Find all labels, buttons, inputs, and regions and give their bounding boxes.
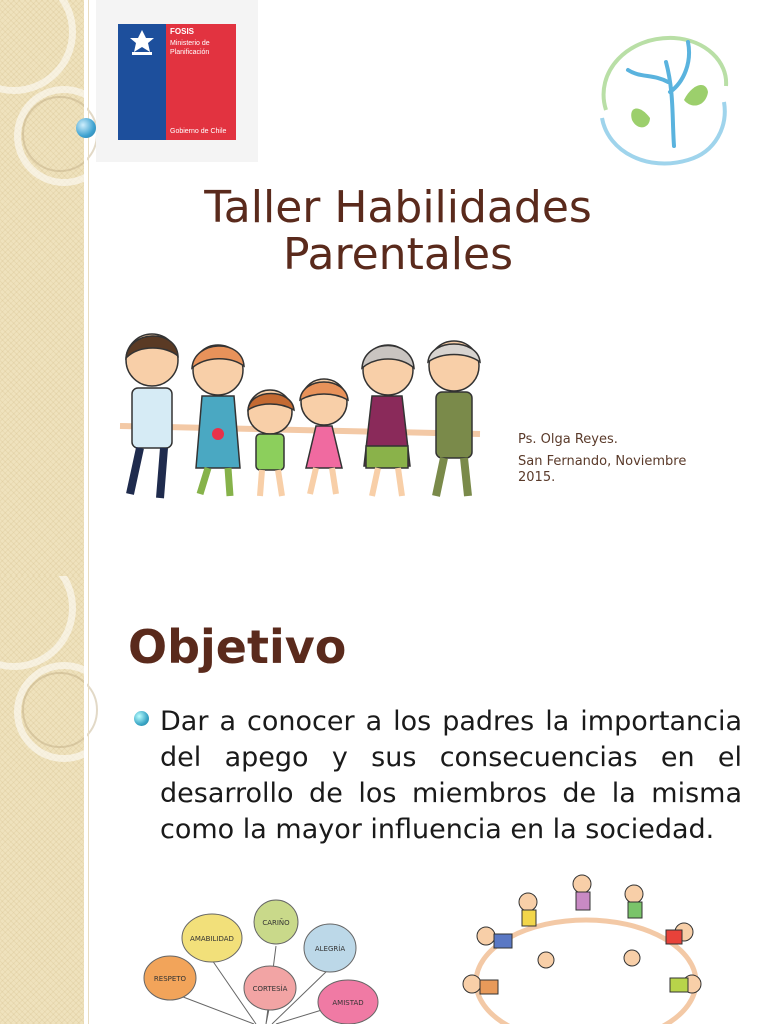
slide-title	[110, 184, 686, 278]
logo-ministry-line2: Planificación	[170, 49, 210, 56]
title-line: Taller Habilidades	[204, 182, 592, 233]
leaf-person-logo-icon	[588, 22, 732, 168]
objective-text: Dar a conocer a los padres la importancia del apego y sus consecuencias en el desarrollo de los miembros de la misma como la mayor influencia en la sociedad.	[160, 706, 742, 845]
logo-org: FOSIS	[170, 27, 195, 36]
credit-author: Ps. Olga Reyes.	[518, 432, 618, 447]
decorative-ring	[0, 576, 76, 670]
family-illustration	[110, 318, 490, 510]
side-divider	[88, 576, 89, 1024]
children-circle-illustration	[456, 872, 716, 1024]
logo-ministry: Ministerio de	[170, 40, 210, 47]
side-divider	[88, 0, 89, 576]
slide-title: Objetivo	[128, 620, 347, 674]
credit-place-date: San Fernando, Noviembre 2015.	[518, 454, 687, 485]
title-line: Parentales	[282, 229, 514, 280]
chile-government-crest-icon	[124, 28, 160, 60]
balloon-label: CARIÑO	[262, 919, 290, 927]
logo-footer: Gobierno de Chile	[170, 128, 227, 135]
balloon-label: AMISTAD	[332, 999, 364, 1007]
objective-slide	[0, 576, 768, 1024]
side-divider	[84, 576, 87, 1024]
balloon-label: RESPETO	[153, 975, 187, 983]
balloon-label: ALEGRÍA	[314, 945, 346, 953]
decorative-ring	[0, 0, 76, 94]
balloon-label: AMABILIDAD	[190, 935, 234, 943]
decorative-blue-dot	[76, 118, 96, 138]
side-divider	[84, 0, 87, 576]
balloon-label: CORTESÍA	[252, 985, 288, 993]
decorative-side-strip	[0, 0, 84, 576]
values-balloons-illustration	[136, 898, 396, 1024]
decorative-side-strip	[0, 576, 84, 1024]
bullet-dot-icon	[134, 711, 149, 726]
